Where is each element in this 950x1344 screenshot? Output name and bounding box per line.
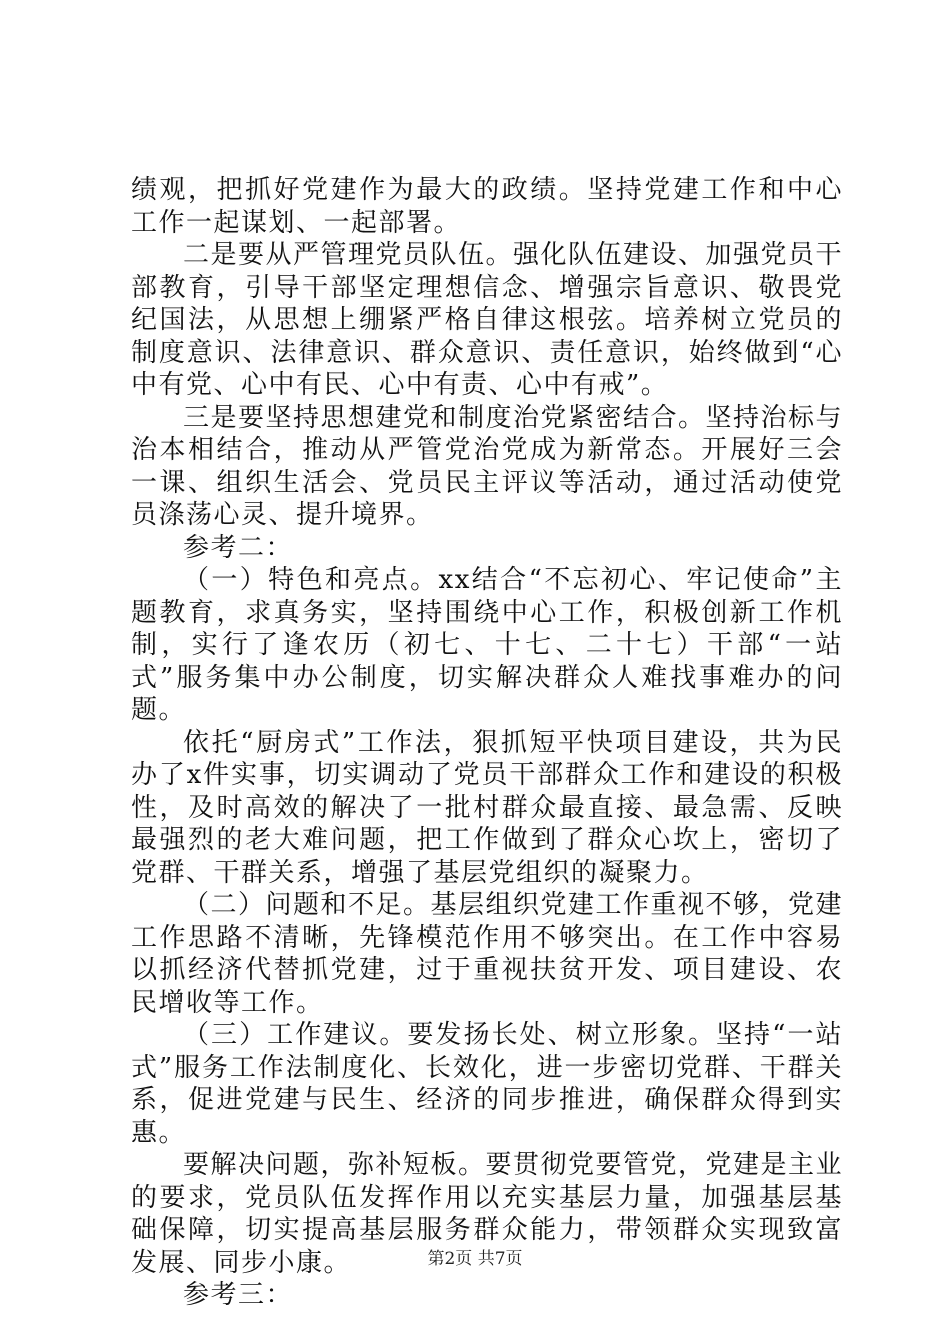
paragraph-suggestions: （三）工作建议。要发扬长处、树立形象。坚持“一站式”服务工作法制度化、长效化，进一步密切党群、干群关系，促进党建与民生、经济的同步推进，确保群众得到实惠。 [131, 1020, 843, 1148]
paragraph-solve-problems: 要解决问题，弥补短板。要贯彻党要管党，党建是主业的要求，党员队伍发挥作用以充实基层力量，加强基层基础保障，切实提高基层服务群众能力，带领群众实现致富发展、同步小康。 [131, 1150, 844, 1278]
reference-three-heading: 参考三： [183, 1280, 294, 1310]
paragraph-point-three: 三是要坚持思想建党和制度治党紧密结合。坚持治标与治本相结合，推动从严管党治党成为新常态。开展好三会一课、组织生活会、党员民主评议等活动，通过活动使党员涤荡心灵、提升境界。 [131, 402, 844, 530]
paragraph-features: （一）特色和亮点。xx结合“不忘初心、牢记使命”主题教育，求真务实，坚持围绕中心工作，积极创新工作机制，实行了逢农历（初七、十七、二十七）干部“一站式”服务集中办公制度，切实解决群众人难找事难办的问题。 [131, 565, 843, 725]
paragraph-point-two: 二是要从严管理党员队伍。强化队伍建设、加强党员干部教育，引导干部坚定理想信念、增强宗旨意识、敬畏党纪国法，从思想上绷紧严格自律这根弦。培养树立党员的制度意识、法律意识、群众意识、责任意识，始终做到“心中有党、心中有民、心中有责、心中有戒”。 [131, 240, 844, 400]
document-body [131, 174, 843, 1312]
paragraph-problems: （二）问题和不足。基层组织党建工作重视不够，党建工作思路不清晰，先锋模范作用不够突出。在工作中容易以抓经济代替抓党建，过于重视扶贫开发、项目建设、农民增收等工作。 [131, 890, 844, 1018]
page-number-footer: 第2页 共7页 [427, 1249, 523, 1269]
paragraph-kitchen-method: 依托“厨房式”工作法，狠抓短平快项目建设，共为民办了x件实事，切实调动了党员干部群众工作和建设的积极性，及时高效的解决了一批村群众最直接、最急需、反映最强烈的老大难问题，把工作做到了群众心坎上，密切了党群、干群关系，增强了基层党组织的凝聚力。 [131, 727, 843, 888]
reference-two-heading: 参考二： [183, 532, 294, 563]
paragraph-continuation: 绩观，把抓好党建作为最大的政绩。坚持党建工作和中心工作一起谋划、一起部署。 [131, 175, 843, 238]
